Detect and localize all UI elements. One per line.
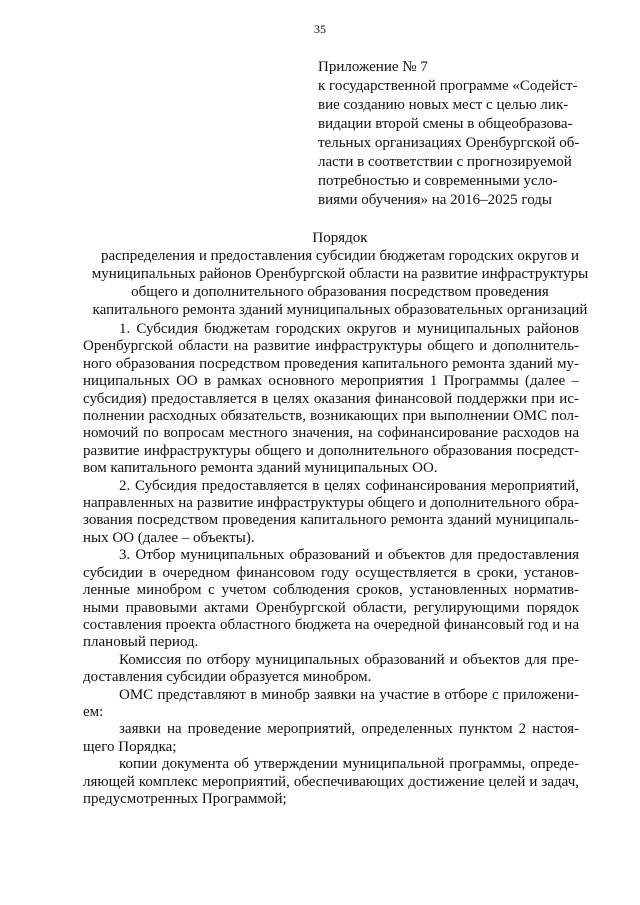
appendix-line: видации второй смены в общеобразова-: [318, 116, 573, 132]
body-line: ленные минобром с учетом соблюдения сроков, установленных норматив-: [83, 582, 579, 599]
appendix-line: тельных организациях Оренбургской об-: [318, 135, 580, 151]
body-line: направленных на развитие инфраструктуры общего и дополнительного обра-: [83, 495, 579, 512]
body-line: составления проекта областного бюджета на очередной финансовый год и на: [83, 616, 579, 633]
body-line: вом капитального ремонта зданий муниципальных ОО.: [83, 460, 438, 477]
document-title: Порядок: [312, 230, 368, 246]
body-line: субсидия) предоставляется в целях оказания финансовой поддержки при ис-: [83, 390, 579, 407]
body-line: ного образования посредством проведения капитального ремонта зданий му-: [83, 355, 579, 372]
appendix-title: Приложение № 7: [318, 59, 428, 75]
appendix-line: потребностью и современными усло-: [318, 173, 558, 189]
body-line: ных ОО (далее – объекты).: [83, 529, 255, 546]
body-line: субсидии в очередном финансовом году осуществляется в сроки, установ-: [83, 564, 579, 581]
body-line: доставления субсидии образуется минобром.: [83, 669, 372, 686]
document-body: [83, 321, 579, 808]
body-line: ем:: [83, 703, 104, 720]
body-line: заявки на проведение мероприятий, определенных пунктом 2 настоя-: [119, 721, 579, 738]
body-line: ОМС представляют в минобр заявки на участие в отборе с приложени-: [119, 686, 579, 703]
document-heading: [60, 229, 620, 319]
body-line: плановый период.: [83, 634, 199, 651]
appendix-line: к государственной программе «Содейст-: [318, 78, 578, 94]
appendix-line: ласти в соответствии с прогнозируемой: [318, 154, 572, 170]
body-line: копии документа об утверждении муниципальной программы, опреде-: [119, 756, 579, 773]
appendix-line: вие созданию новых мест с целью лик-: [318, 97, 569, 113]
document-subtitle-line: общего и дополнительного образования посредством проведения: [131, 284, 549, 300]
body-line: ляющей комплекс мероприятий, обеспечивающих достижение целей и задач,: [83, 773, 579, 790]
body-line: ными правовыми актами Оренбургской области, регулирующими порядок: [83, 599, 579, 616]
body-line: развитие инфраструктуры общего и дополнительного образования посредст-: [83, 442, 579, 459]
body-line: щего Порядка;: [83, 738, 177, 755]
page-number: 35: [314, 22, 326, 36]
document-subtitle-line: муниципальных районов Оренбургской области на развитие инфраструктуры: [91, 266, 589, 282]
body-line: Комиссия по отбору муниципальных образований и объектов для пре-: [119, 651, 579, 668]
body-line: ниципальных ОО в рамках основного мероприятия 1 Программы (далее –: [83, 373, 579, 390]
body-line: 1. Субсидия бюджетам городских округов и муниципальных районов: [119, 321, 579, 337]
body-line: полнении расходных обязательств, возникающих при выполнении ОМС пол-: [83, 408, 579, 425]
appendix-block: [318, 58, 578, 210]
body-line: 2. Субсидия предоставляется в целях софинансирования мероприятий,: [119, 477, 579, 494]
document-subtitle-line: капитального ремонта зданий муниципальных образовательных организаций: [92, 302, 588, 318]
body-line: номочий по вопросам местного значения, на софинансирование расходов на: [83, 425, 579, 442]
body-line: Оренбургской области на развитие инфраструктуры общего и дополнитель-: [83, 338, 579, 355]
document-subtitle-line: распределения и предоставления субсидии бюджетам городских округов и: [100, 248, 580, 264]
body-line: зования посредством проведения капитального ремонта зданий муниципаль-: [83, 512, 579, 529]
body-line: предусмотренных Программой;: [83, 790, 287, 807]
body-line: 3. Отбор муниципальных образований и объектов для предоставления: [119, 547, 579, 564]
appendix-line: виями обучения» на 2016–2025 годы: [318, 192, 552, 208]
